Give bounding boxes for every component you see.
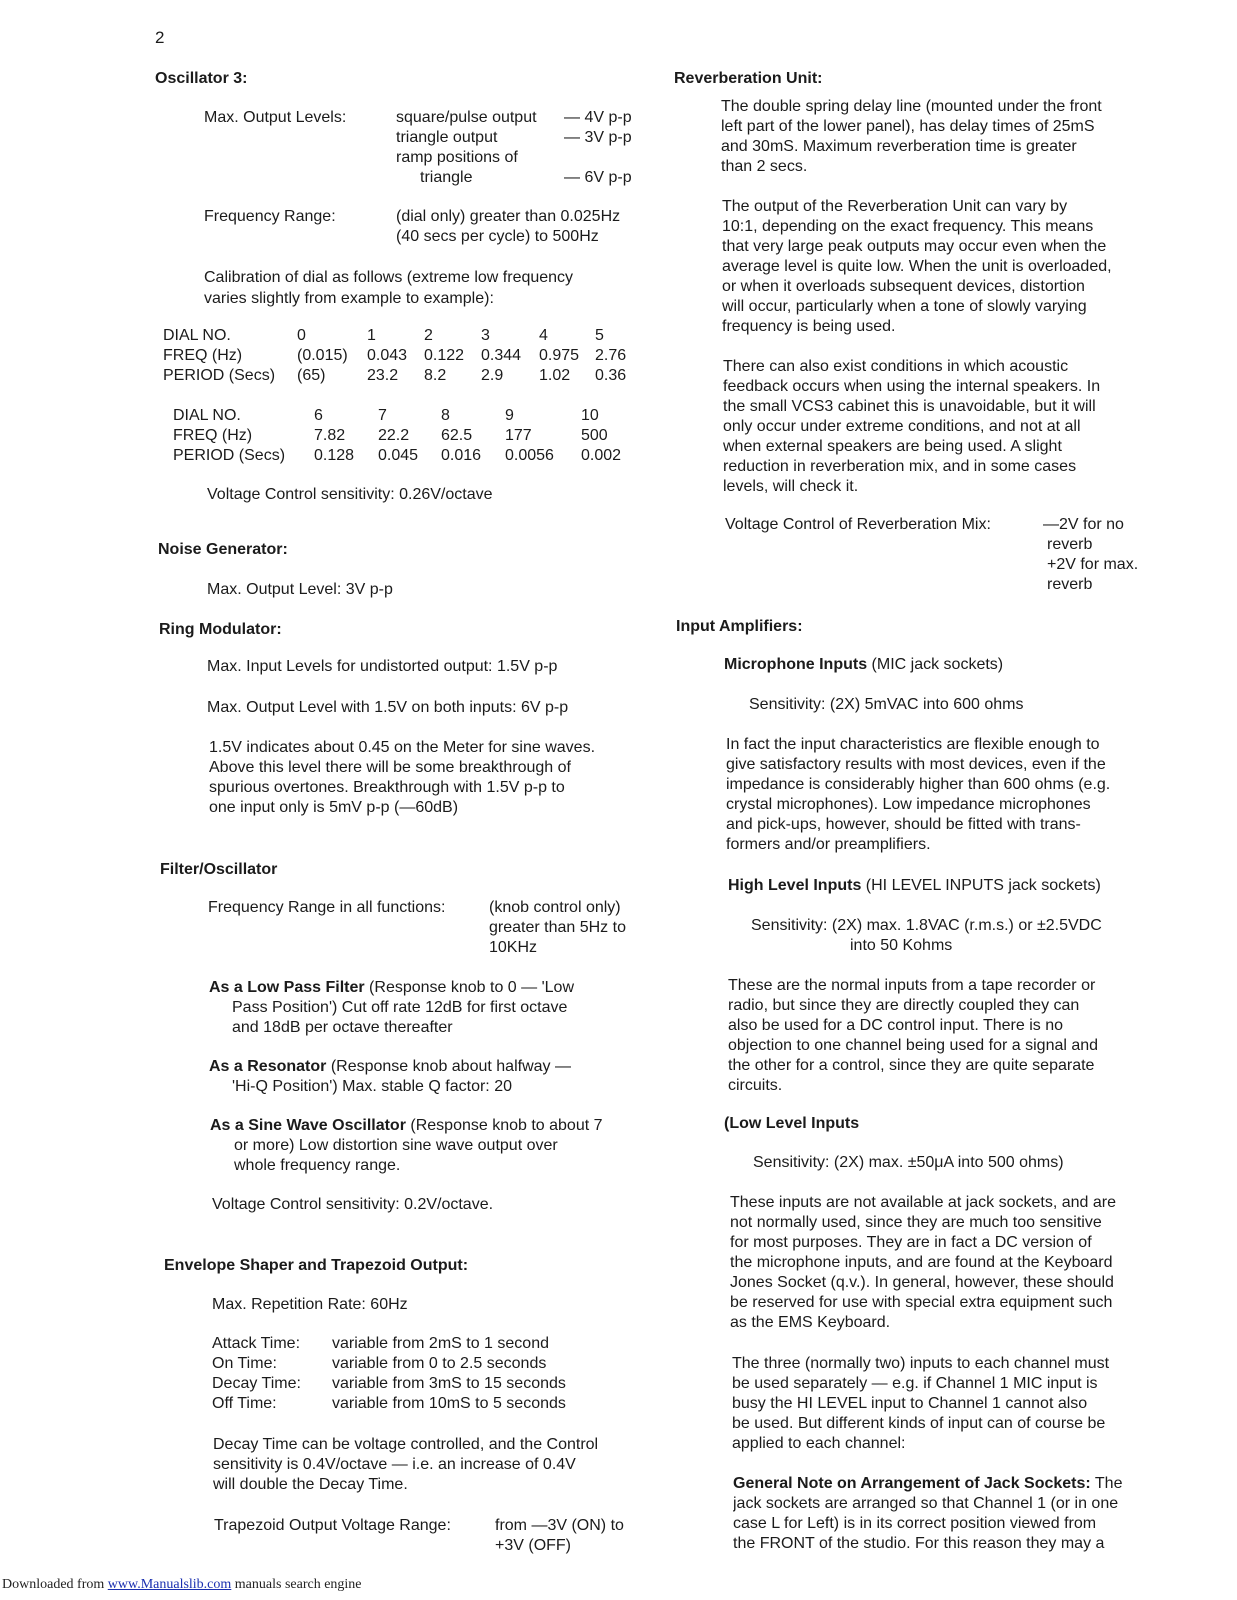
lpf-paragraph xyxy=(209,978,574,1038)
time-label: Off Time: xyxy=(212,1395,277,1412)
low-level-paragraph xyxy=(730,1193,1237,1333)
text-line: —2V for no xyxy=(1043,516,1124,533)
heading-envelope-shaper: Envelope Shaper and Trapezoid Output: xyxy=(164,1257,469,1274)
filter-freq-value xyxy=(489,898,626,958)
text-line: (knob control only) xyxy=(489,899,621,916)
time-label: Decay Time: xyxy=(212,1375,301,1392)
time-value: variable from 2mS to 1 second xyxy=(332,1335,549,1352)
table-row xyxy=(173,426,621,446)
text-line: formers and/or preamplifiers. xyxy=(726,836,931,853)
hi-sensitivity-line-1: Sensitivity: (2X) max. 1.8VAC (r.m.s.) or ±2.5VDC xyxy=(751,917,1102,934)
text-line: when external speakers are being used. A slight xyxy=(723,438,1062,455)
table-cell: 1 xyxy=(367,327,376,344)
text-line: left part of the lower panel), has delay times of 25mS xyxy=(721,118,1095,135)
text-line xyxy=(733,1474,1237,1494)
low-level-sensitivity: Sensitivity: (2X) max. ±50μA into 500 ohms) xyxy=(753,1154,1064,1171)
hi-paragraph xyxy=(728,976,1098,1096)
text-line: be reserved for use with special extra equipment such xyxy=(730,1294,1113,1311)
hi-bold: High Level Inputs xyxy=(728,877,862,894)
output-levels-list xyxy=(396,108,656,188)
list-item xyxy=(212,1334,549,1354)
text-line: reverb xyxy=(1047,576,1093,593)
table-cell: 4 xyxy=(539,327,548,344)
hi-sensitivity-line-2: into 50 Kohms xyxy=(850,937,953,954)
table-cell: 10 xyxy=(581,407,599,424)
text-line: be used separately — e.g. if Channel 1 MIC input is xyxy=(732,1375,1098,1392)
time-value: variable from 0 to 2.5 seconds xyxy=(332,1355,547,1372)
text-line: impedance is considerably higher than 600 ohms (e.g. xyxy=(726,776,1111,793)
table-cell: DIAL NO. xyxy=(163,327,231,344)
heading-noise-generator: Noise Generator: xyxy=(158,541,288,558)
heading-ring-modulator: Ring Modulator: xyxy=(159,621,282,638)
table-cell: 5 xyxy=(595,327,604,344)
text-line: one input only is 5mV p-p (—60dB) xyxy=(209,799,459,816)
text-line: that very large peak outputs may occur even when the xyxy=(722,238,1107,255)
env-times-list xyxy=(212,1334,566,1414)
text-line: circuits. xyxy=(728,1077,783,1094)
text-line: or when it overloads subsequent devices, distortion xyxy=(722,278,1085,295)
text-line: levels, will check it. xyxy=(723,478,859,495)
level-item: triangle xyxy=(420,169,473,186)
text-line: from —3V (ON) to xyxy=(495,1517,624,1534)
table-cell: PERIOD (Secs) xyxy=(163,367,276,384)
table-cell: 0.128 xyxy=(314,447,355,464)
lpf-bold: As a Low Pass Filter xyxy=(209,979,365,996)
text-line: Pass Position') Cut off rate 12dB for first octave xyxy=(232,999,568,1016)
time-label: Attack Time: xyxy=(212,1335,301,1352)
text-line: The three (normally two) inputs to each channel must xyxy=(732,1355,1110,1372)
table-cell: 6 xyxy=(314,407,323,424)
text-line: Decay Time can be voltage controlled, and the Control xyxy=(213,1436,599,1453)
text-line: These are the normal inputs from a tape recorder or xyxy=(728,977,1096,994)
heading-input-amplifiers: Input Amplifiers: xyxy=(676,618,803,635)
text-line: In fact the input characteristics are flexible enough to xyxy=(726,736,1100,753)
text-line: the FRONT of the studio. For this reason they may a xyxy=(733,1535,1105,1552)
text-line: objection to one channel being used for a signal and xyxy=(728,1037,1099,1054)
text-line: or more) Low distortion sine wave output over xyxy=(234,1137,558,1154)
text-line: will double the Decay Time. xyxy=(213,1476,408,1493)
text-line: and pick-ups, however, should be fitted with trans- xyxy=(726,816,1081,833)
table-cell: 0.016 xyxy=(441,447,482,464)
lpf-text: (Response knob to 0 — 'Low xyxy=(364,979,574,996)
list-item xyxy=(212,1394,566,1414)
table-cell: 8 xyxy=(441,407,450,424)
table-cell: 9 xyxy=(505,407,514,424)
table-cell: 7.82 xyxy=(314,427,346,444)
text-line: than 2 secs. xyxy=(721,158,808,175)
table-cell: 0.975 xyxy=(539,347,580,364)
general-note-paragraph xyxy=(733,1474,1237,1554)
text-line: and 18dB per octave thereafter xyxy=(232,1019,453,1036)
table-row xyxy=(163,366,626,386)
text-line: Above this level there will be some breakthrough of xyxy=(209,759,571,776)
text-line: be used. But different kinds of input can of course be xyxy=(732,1415,1106,1432)
text-line: +2V for max. xyxy=(1047,556,1139,573)
table-cell: 0.043 xyxy=(367,347,408,364)
text-line: radio, but since they are directly coupled they can xyxy=(728,997,1080,1014)
table-cell: DIAL NO. xyxy=(173,407,241,424)
table-cell: (65) xyxy=(297,367,326,384)
text-line: give satisfactory results with most devices, even if the xyxy=(726,756,1106,773)
table-cell: 0.344 xyxy=(481,347,522,364)
three-inputs-paragraph xyxy=(732,1354,1237,1454)
page-number: 2 xyxy=(155,28,165,47)
hi-level-heading xyxy=(728,876,1101,896)
decay-paragraph xyxy=(213,1435,598,1495)
mic-rest: (MIC jack sockets) xyxy=(867,656,1004,673)
text-line: not normally used, since they are much too sensitive xyxy=(730,1214,1102,1231)
freq-range-line-2: (40 secs per cycle) to 500Hz xyxy=(396,228,599,245)
text-line xyxy=(210,1116,603,1136)
table-cell: 2 xyxy=(424,327,433,344)
manualslib-link[interactable]: www.Manualslib.com xyxy=(107,1577,232,1592)
trapezoid-value xyxy=(495,1516,624,1556)
reverb-vc-label: Voltage Control of Reverberation Mix: xyxy=(725,516,991,533)
time-value: variable from 3mS to 15 seconds xyxy=(332,1375,566,1392)
level-item: ramp positions of xyxy=(396,149,518,166)
table-row xyxy=(163,326,626,346)
mic-bold: Microphone Inputs xyxy=(724,656,868,673)
level-value: — 6V p-p xyxy=(564,169,632,186)
table-cell: 23.2 xyxy=(367,367,399,384)
table-cell: FREQ (Hz) xyxy=(163,347,243,364)
resonator-bold: As a Resonator xyxy=(209,1058,327,1075)
text-line: only occur under extreme conditions, and not at all xyxy=(723,418,1081,435)
text-line: and 30mS. Maximum reverberation time is greater xyxy=(721,138,1077,155)
text-line: will occur, particularly when a tone of slowly varying xyxy=(722,298,1087,315)
text-line: as the EMS Keyboard. xyxy=(730,1314,891,1331)
table-cell: 0.122 xyxy=(424,347,465,364)
level-value: — 4V p-p xyxy=(564,109,632,126)
level-row xyxy=(396,168,656,188)
mic-sensitivity: Sensitivity: (2X) 5mVAC into 600 ohms xyxy=(749,696,1024,713)
text-line: average level is quite low. When the unit is overloaded, xyxy=(722,258,1112,275)
heading-filter-oscillator: Filter/Oscillator xyxy=(160,861,278,878)
ring-max-output: Max. Output Level with 1.5V on both inputs: 6V p-p xyxy=(207,699,569,716)
level-item: triangle output xyxy=(396,129,498,146)
text-line: the small VCS3 cabinet this is unavoidable, but it will xyxy=(723,398,1096,415)
table-cell: 0.045 xyxy=(378,447,419,464)
table-cell: 500 xyxy=(581,427,608,444)
table-cell: 0.0056 xyxy=(505,447,554,464)
table-cell: 8.2 xyxy=(424,367,447,384)
filter-vc-sensitivity: Voltage Control sensitivity: 0.2V/octave. xyxy=(212,1196,494,1213)
text-line: jack sockets are arranged so that Channel 1 (or in one xyxy=(733,1495,1119,1512)
table-cell: 177 xyxy=(505,427,532,444)
text-line: spurious overtones. Breakthrough with 1.5V p-p to xyxy=(209,779,565,796)
text-line: greater than 5Hz to xyxy=(489,919,626,936)
table-cell: (0.015) xyxy=(297,347,348,364)
text-line: These inputs are not available at jack sockets, and are xyxy=(730,1194,1116,1211)
text-line: case L for Left) is in its correct position viewed from xyxy=(733,1515,1097,1532)
text-line: 1.5V indicates about 0.45 on the Meter for sine waves. xyxy=(209,739,596,756)
dial-table-1 xyxy=(163,326,626,386)
table-row xyxy=(163,346,626,366)
table-cell: PERIOD (Secs) xyxy=(173,447,286,464)
freq-range-line-1: (dial only) greater than 0.025Hz xyxy=(396,208,621,225)
mic-inputs-heading xyxy=(724,655,1003,675)
sine-paragraph xyxy=(210,1116,603,1176)
freq-range-label: Frequency Range: xyxy=(204,208,336,225)
table-row xyxy=(173,406,621,426)
table-cell: 7 xyxy=(378,407,387,424)
ring-paragraph xyxy=(209,738,595,818)
max-output-label: Max. Output Levels: xyxy=(204,109,347,126)
footer-prefix: Downloaded from xyxy=(2,1577,108,1592)
table-cell: 62.5 xyxy=(441,427,473,444)
list-item xyxy=(212,1354,547,1374)
level-value: — 3V p-p xyxy=(564,129,632,146)
osc3-vc-sensitivity: Voltage Control sensitivity: 0.26V/octave xyxy=(207,486,493,503)
list-item xyxy=(212,1374,566,1394)
dial-table-2 xyxy=(173,406,621,466)
ring-max-input: Max. Input Levels for undistorted output: 1.5V p-p xyxy=(207,658,558,675)
time-value: variable from 10mS to 5 seconds xyxy=(332,1395,566,1412)
table-cell: FREQ (Hz) xyxy=(173,427,253,444)
text-line: 10KHz xyxy=(489,939,538,956)
table-row xyxy=(173,446,621,466)
calibration-line-2: varies slightly from example to example): xyxy=(204,290,494,307)
reverb-paragraph-3 xyxy=(723,357,1100,497)
table-cell: 3 xyxy=(481,327,490,344)
text-line: reduction in reverberation mix, and in some cases xyxy=(723,458,1077,475)
table-cell: 2.76 xyxy=(595,347,627,364)
general-note-bold: General Note on Arrangement of Jack Sockets: xyxy=(733,1475,1091,1492)
table-cell: 0.36 xyxy=(595,367,627,384)
table-cell: 22.2 xyxy=(378,427,410,444)
heading-reverberation-unit: Reverberation Unit: xyxy=(674,70,823,87)
text-line: also be used for a DC control input. There is no xyxy=(728,1017,1063,1034)
level-row xyxy=(396,108,656,128)
footer-watermark xyxy=(2,1575,362,1595)
level-row xyxy=(396,128,656,148)
resonator-text: (Response knob about halfway — xyxy=(326,1058,571,1075)
sine-text: (Response knob to about 7 xyxy=(405,1117,603,1134)
general-note-first: The xyxy=(1090,1475,1123,1492)
table-cell: 0 xyxy=(297,327,306,344)
filter-freq-label: Frequency Range in all functions: xyxy=(208,899,446,916)
level-row xyxy=(396,148,656,168)
text-line: for most purposes. They are in fact a DC version of xyxy=(730,1234,1092,1251)
text-line: frequency is being used. xyxy=(722,318,896,335)
table-cell: 2.9 xyxy=(481,367,504,384)
text-line xyxy=(209,1057,571,1077)
text-line: The double spring delay line (mounted under the front xyxy=(721,98,1102,115)
text-line: applied to each channel: xyxy=(732,1435,906,1452)
text-line: +3V (OFF) xyxy=(495,1537,572,1554)
footer-suffix: manuals search engine xyxy=(231,1577,362,1592)
text-line: the other for a control, since they are quite separate xyxy=(728,1057,1095,1074)
mic-paragraph xyxy=(726,735,1110,855)
text-line: sensitivity is 0.4V/octave — i.e. an increase of 0.4V xyxy=(213,1456,576,1473)
noise-max-output: Max. Output Level: 3V p-p xyxy=(207,581,393,598)
text-line: Jones Socket (q.v.). In general, however, these should xyxy=(730,1274,1114,1291)
level-item: square/pulse output xyxy=(396,109,537,126)
env-max-repetition: Max. Repetition Rate: 60Hz xyxy=(212,1296,408,1313)
sine-bold: As a Sine Wave Oscillator xyxy=(210,1117,406,1134)
text-line: the microphone inputs, and are found at the Keyboard xyxy=(730,1254,1113,1271)
table-cell: 1.02 xyxy=(539,367,571,384)
resonator-paragraph xyxy=(209,1057,571,1097)
text-line: 10:1, depending on the exact frequency. This means xyxy=(722,218,1094,235)
time-label: On Time: xyxy=(212,1355,277,1372)
text-line: feedback occurs when using the internal speakers. In xyxy=(723,378,1101,395)
low-level-heading: (Low Level Inputs xyxy=(724,1115,860,1132)
reverb-paragraph-2 xyxy=(722,197,1112,337)
text-line: reverb xyxy=(1047,536,1093,553)
text-line xyxy=(209,978,574,998)
reverb-vc-value xyxy=(1043,515,1138,595)
reverb-paragraph-1 xyxy=(721,97,1102,177)
text-line: The output of the Reverberation Unit can vary by xyxy=(722,198,1068,215)
table-cell: 0.002 xyxy=(581,447,622,464)
calibration-line-1: Calibration of dial as follows (extreme low frequency xyxy=(204,269,574,286)
hi-rest: (HI LEVEL INPUTS jack sockets) xyxy=(861,877,1101,894)
text-line: crystal microphones). Low impedance microphones xyxy=(726,796,1091,813)
heading-oscillator-3: Oscillator 3: xyxy=(155,70,248,87)
text-line: whole frequency range. xyxy=(234,1157,401,1174)
text-line: 'Hi-Q Position') Max. stable Q factor: 20 xyxy=(232,1078,512,1095)
text-line: busy the HI LEVEL input to Channel 1 cannot also xyxy=(732,1395,1088,1412)
text-line: There can also exist conditions in which acoustic xyxy=(723,358,1069,375)
trapezoid-label: Trapezoid Output Voltage Range: xyxy=(214,1517,451,1534)
